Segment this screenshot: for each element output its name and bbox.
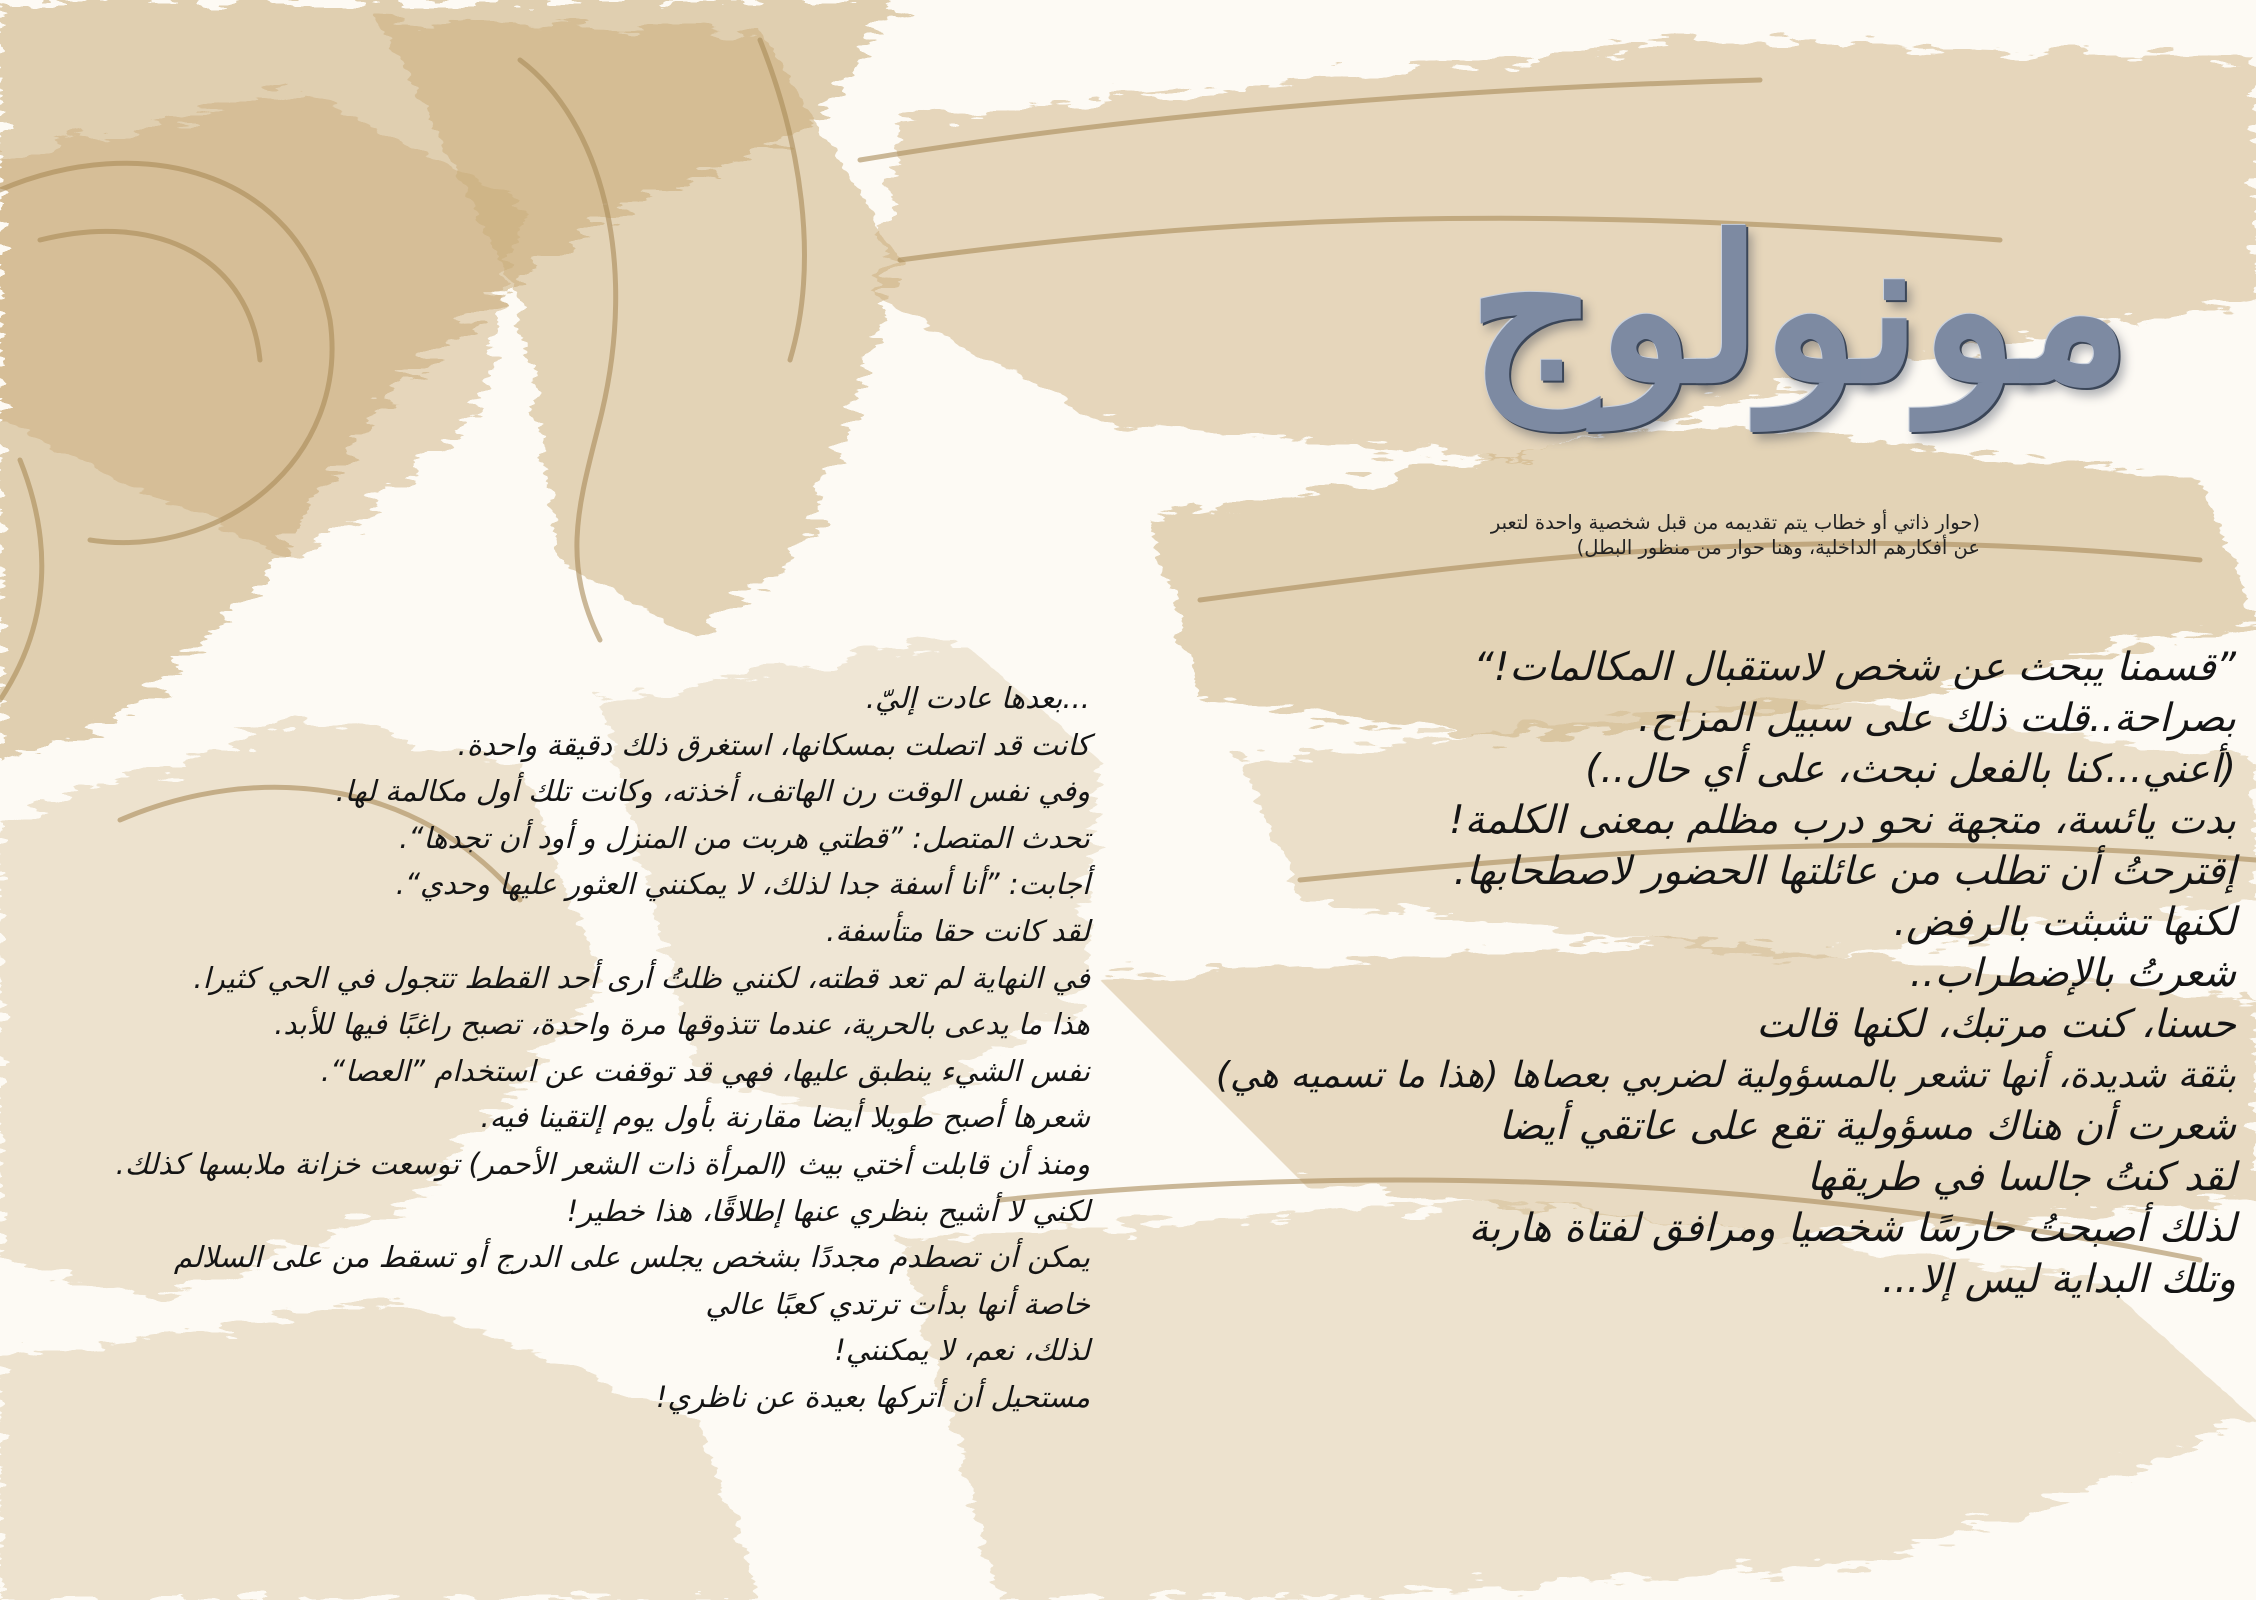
page-title: مونولوج	[1468, 192, 2132, 428]
text-line: وفي نفس الوقت رن الهاتف، أخذته، وكانت تلك أول مكالمة لها.	[335, 774, 1090, 809]
text-line: لكني لا أشيح بنظري عنها إطلاقًا، هذا خطير!	[566, 1193, 1090, 1228]
text-line: لذلك، نعم، لا يمكنني!	[834, 1333, 1090, 1368]
subtitle-line: عن أفكارهم الداخلية، وهنا حوار من منظور البطل)	[1576, 536, 1980, 559]
text-line: لقد كنتُ جالسا في طريقها	[1807, 1155, 2236, 1200]
text-line: لكنها تشبثت بالرفض.	[1893, 900, 2236, 945]
text-line: بدت يائسة، متجهة نحو درب مظلم بمعنى الكلمة!	[1448, 798, 2236, 843]
subtitle	[1440, 510, 1980, 560]
left-text-column	[50, 675, 1090, 1421]
text-line: كانت قد اتصلت بمسكانها، استغرق ذلك دقيقة واحدة.	[457, 727, 1090, 762]
text-line: (أعني...كنا بالفعل نبحث، على أي حال..)	[1585, 747, 2236, 792]
text-line: شعرتُ بالإضطراب..	[1909, 951, 2236, 996]
subtitle-line: (حوار ذاتي أو خطاب يتم تقديمه من قبل شخصية واحدة لتعبر	[1490, 511, 1980, 534]
text-line: في النهاية لم تعد قطته، لكنني ظلتُ أرى أحد القطط تتجول في الحي كثيرا.	[193, 960, 1090, 995]
text-line: بصراحة..قلت ذلك على سبيل المزاح.	[1637, 696, 2236, 741]
text-line: شعرها أصبح طويلا أيضا مقارنة بأول يوم إلتقينا فيه.	[480, 1100, 1090, 1135]
right-text-column	[1190, 642, 2236, 1305]
text-line: بثقة شديدة، أنها تشعر بالمسؤولية لضربي بعصاها (هذا ما تسميه هي)	[1215, 1055, 2236, 1096]
text-line: ...بعدها عادت إليّ.	[865, 681, 1090, 715]
text-line: يمكن أن تصطدم مجددًا بشخص يجلس على الدرج أو تسقط من على السلالم	[173, 1240, 1090, 1275]
text-line: لقد كانت حقا متأسفة.	[826, 913, 1090, 948]
text-line: نفس الشيء ينطبق عليها، فهي قد توقفت عن استخدام ”العصا“.	[320, 1053, 1090, 1088]
text-line: مستحيل أن أتركها بعيدة عن ناظري!	[655, 1379, 1090, 1414]
text-line: تحدث المتصل: ”قطتي هربت من المنزل و أود أن تجدها“.	[399, 820, 1090, 855]
text-line: ”قسمنا يبحث عن شخص لاستقبال المكالمات!“	[1473, 645, 2236, 690]
text-line: ومنذ أن قابلت أختي بيث (المرأة ذات الشعر الأحمر) توسعت خزانة ملابسها كذلك.	[115, 1146, 1090, 1181]
text-line: أجابت: ”أنا أسفة جدا لذلك، لا يمكنني العثور عليها وحدي“.	[395, 867, 1090, 902]
text-line: حسنا، كنت مرتبك، لكنها قالت	[1756, 1002, 2236, 1047]
text-line: إقترحتُ أن تطلب من عائلتها الحضور لاصطحابها.	[1453, 849, 2236, 894]
text-line: لذلك أصبحتُ حارسًا شخصيا ومرافق لفتاة هاربة	[1468, 1206, 2236, 1251]
text-line: هذا ما يدعى بالحرية، عندما تتذوقها مرة واحدة، تصبح راغبًا فيها للأبد.	[274, 1007, 1090, 1042]
text-line: شعرت أن هناك مسؤولية تقع على عاتقي أيضا	[1498, 1104, 2236, 1149]
text-line: وتلك البداية ليس إلا...	[1882, 1257, 2236, 1302]
text-line: خاصة أنها بدأت ترتدي كعبًا عالي	[705, 1286, 1090, 1321]
